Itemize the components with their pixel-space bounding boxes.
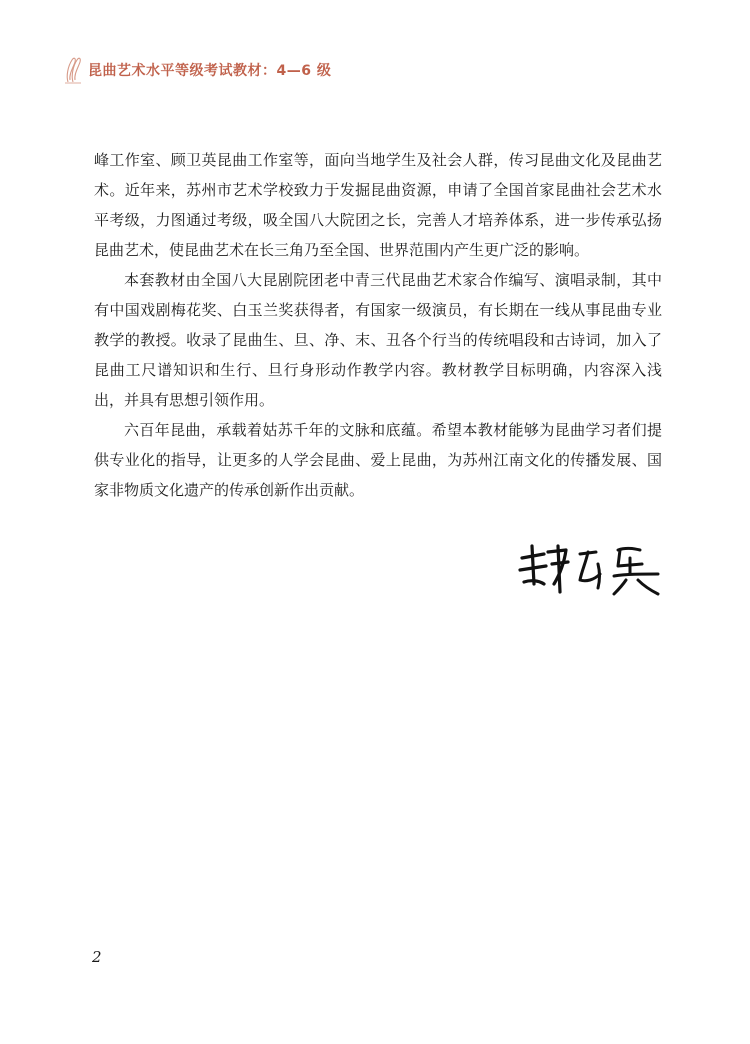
header-title: 昆曲艺术水平等级考试教材：4—6 级 [88, 63, 332, 79]
body-text [94, 145, 662, 505]
paragraph-closing: 六百年昆曲，承载着姑苏千年的文脉和底蕴。希望本教材能够为昆曲学习者们提供专业化的指导，让更多的人学会昆曲、爱上昆曲，为苏州江南文化的传播发展、国家非物质文化遗产的传承创新作出贡献。 [94, 421, 662, 499]
treble-clef-ornament-icon [62, 56, 84, 84]
handwritten-signature [514, 540, 664, 600]
paragraph-continued: 峰工作室、顾卫英昆曲工作室等，面向当地学生及社会人群，传习昆曲文化及昆曲艺术。近年来，苏州市艺术学校致力于发掘昆曲资源，申请了全国首家昆曲社会艺术水平考级，力图通过考级，吸全国八大院团之长，完善人才培养体系，进一步传承弘扬昆曲艺术，使昆曲艺术在长三角乃至全国、世界范围内产生更广泛的影响。 [94, 151, 662, 259]
page-number: 2 [92, 948, 102, 966]
paragraph-textbook-intro: 本套教材由全国八大昆剧院团老中青三代昆曲艺术家合作编写、演唱录制，其中有中国戏剧梅花奖、白玉兰奖获得者，有国家一级演员，有长期在一线从事昆曲专业教学的教授。收录了昆曲生、旦、净、末、丑各个行当的传统唱段和古诗词，加入了昆曲工尺谱知识和生行、旦行身形动作教学内容。教材教学目标明确，内容深入浅出，并具有思想引领作用。 [94, 271, 662, 409]
running-header [62, 56, 331, 84]
